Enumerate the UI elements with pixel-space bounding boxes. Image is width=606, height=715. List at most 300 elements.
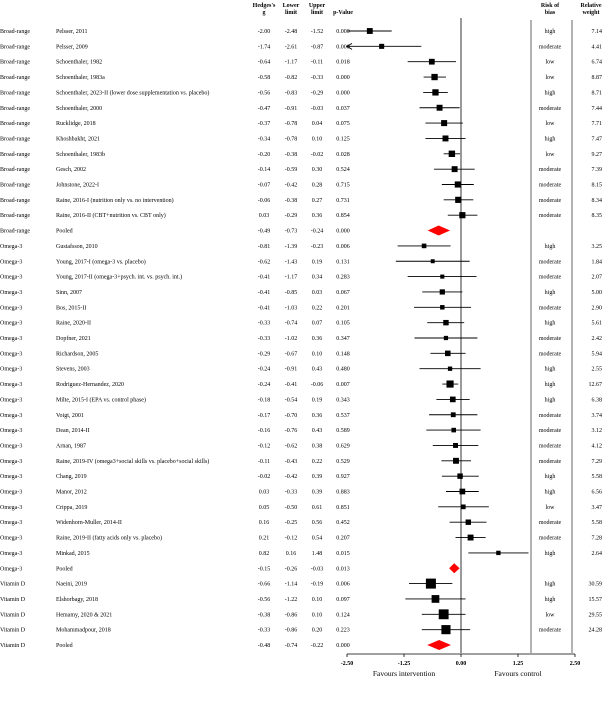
hedges-g-value: -0.33 <box>257 320 271 327</box>
relative-weight-value: 4.12 <box>591 443 602 450</box>
relative-weight-value: 3.74 <box>591 412 602 419</box>
x-tick-label: 0.00 <box>455 661 467 667</box>
study-row <box>0 595 602 603</box>
study-label: Pooled <box>56 566 73 573</box>
study-label: Schoenthaler, 1983a <box>56 75 105 82</box>
lower-limit-value: -0.26 <box>284 566 298 573</box>
study-label: Raine, 2020-II <box>56 320 91 327</box>
point-estimate-marker <box>431 259 435 263</box>
lower-limit-value: -0.42 <box>284 474 298 481</box>
group-label: Broad-range <box>0 90 30 97</box>
lower-limit-value: -0.73 <box>284 228 298 235</box>
point-estimate-marker <box>466 519 471 524</box>
point-estimate-marker <box>367 28 373 34</box>
upper-limit-value: 0.43 <box>311 366 323 373</box>
point-estimate-marker <box>431 74 437 80</box>
risk-of-bias-value: moderate <box>538 351 562 358</box>
relative-weight-value: 7.71 <box>591 121 602 128</box>
study-label: Crippa, 2019 <box>56 504 88 511</box>
group-label: Omega-3 <box>0 320 23 327</box>
relative-weight-value: 6.56 <box>591 489 602 496</box>
relative-weight-value: 3.25 <box>591 243 602 250</box>
study-label: Stevens, 2003 <box>56 366 90 373</box>
risk-of-bias-value: moderate <box>538 197 562 204</box>
hedges-g-value: -0.64 <box>257 59 271 66</box>
relative-weight-value: 5.58 <box>591 520 602 527</box>
risk-of-bias-value: moderate <box>538 167 562 174</box>
hedges-g-value: 0.03 <box>258 489 270 496</box>
hedges-g-value: -0.49 <box>257 228 271 235</box>
hedges-g-value: -0.14 <box>257 167 271 174</box>
study-label: Rucklidge, 2018 <box>56 121 96 128</box>
upper-limit-value: 0.10 <box>311 351 323 358</box>
pooled-row <box>0 563 460 573</box>
lower-limit-value: -0.41 <box>284 382 298 389</box>
study-row <box>0 258 602 265</box>
risk-of-bias-value: high <box>544 289 556 296</box>
hedges-g-value: -0.12 <box>257 443 271 450</box>
relative-weight-value: 7.44 <box>591 105 602 112</box>
p-value: 0.223 <box>336 627 350 634</box>
pooled-diamond <box>427 640 451 650</box>
column-headers <box>253 3 602 16</box>
hedges-g-value: -0.37 <box>257 121 271 128</box>
lower-limit-value: -1.17 <box>284 59 298 66</box>
study-label: Manor, 2012 <box>56 489 87 496</box>
risk-of-bias-value: moderate <box>538 182 562 189</box>
study-label: Sinn, 2007 <box>56 289 83 296</box>
hedges-g-value: -0.48 <box>257 643 271 649</box>
relative-weight-value: 8.71 <box>591 90 602 97</box>
study-row <box>0 335 602 342</box>
lower-limit-value: -1.03 <box>284 305 298 312</box>
header-upper-line1: Upper <box>308 3 326 9</box>
relative-weight-value: 7.29 <box>591 458 602 465</box>
pooled-diamond <box>449 563 459 573</box>
p-value: 0.000 <box>336 44 350 51</box>
lower-limit-value: -1.39 <box>284 243 298 250</box>
point-estimate-marker <box>437 105 443 111</box>
upper-limit-value: 0.20 <box>311 627 323 634</box>
relative-weight-value: 2.64 <box>591 550 602 557</box>
risk-of-bias-value: low <box>545 504 555 511</box>
lower-limit-value: -2.48 <box>284 29 298 35</box>
relative-weight-value: 8.87 <box>591 75 602 82</box>
study-row <box>0 473 602 480</box>
header-weight-line2: weight <box>582 10 600 16</box>
group-label: Omega-3 <box>0 458 23 465</box>
lower-limit-value: -0.43 <box>284 458 298 465</box>
p-value: 0.283 <box>336 274 350 281</box>
study-row <box>0 579 602 589</box>
p-value: 0.201 <box>336 305 350 312</box>
group-label: Omega-3 <box>0 566 23 573</box>
relative-weight-value: 3.47 <box>591 504 602 511</box>
p-value: 0.018 <box>336 59 350 66</box>
relative-weight-value: 4.41 <box>591 44 602 51</box>
lower-limit-value: -0.91 <box>284 105 298 112</box>
point-estimate-marker <box>432 89 438 95</box>
relative-weight-value: 5.00 <box>591 289 602 296</box>
lower-limit-value: -0.74 <box>284 320 298 327</box>
hedges-g-value: -0.81 <box>257 243 271 250</box>
point-estimate-marker <box>468 535 474 541</box>
lower-limit-value: -0.82 <box>284 75 298 82</box>
favours-intervention-label: Favours intervention <box>372 669 436 678</box>
relative-weight-value: 1.84 <box>591 259 602 266</box>
lower-limit-value: -0.78 <box>284 121 298 128</box>
hedges-g-value: -0.66 <box>257 581 271 588</box>
p-value: 0.347 <box>336 336 350 342</box>
group-label: Omega-3 <box>0 336 23 342</box>
upper-limit-value: 1.48 <box>311 550 323 557</box>
group-label: Omega-3 <box>0 489 23 496</box>
study-label: Raine, 2019-IV (omega3+social skills vs. placebo+social skills) <box>56 458 210 465</box>
study-label: Minkad, 2015 <box>56 550 90 557</box>
point-estimate-marker <box>440 305 444 309</box>
study-row <box>0 89 602 96</box>
study-row <box>0 212 602 219</box>
group-label: Broad-range <box>0 121 30 128</box>
hedges-g-value: -2.00 <box>257 29 271 35</box>
point-estimate-marker <box>440 275 444 279</box>
p-value: 0.007 <box>336 382 350 389</box>
upper-limit-value: 0.38 <box>311 443 323 450</box>
upper-limit-value: -0.33 <box>310 75 324 82</box>
lower-limit-value: -0.62 <box>284 443 298 450</box>
study-row <box>0 243 602 250</box>
point-estimate-marker <box>426 579 436 589</box>
upper-limit-value: 0.07 <box>311 320 323 327</box>
lower-limit-value: -0.86 <box>284 612 298 619</box>
hedges-g-value: -0.07 <box>257 182 271 189</box>
lower-limit-value: -0.76 <box>284 428 298 435</box>
upper-limit-value: 0.54 <box>311 535 323 542</box>
study-row <box>0 289 602 296</box>
relative-weight-value: 29.55 <box>588 612 602 619</box>
point-estimate-marker <box>457 473 462 478</box>
relative-weight-value: 12.67 <box>588 382 602 389</box>
upper-limit-value: -0.03 <box>310 566 324 573</box>
x-tick-label: 1.25 <box>512 661 524 667</box>
group-label: Omega-3 <box>0 504 23 511</box>
p-value: 0.524 <box>336 167 350 174</box>
point-estimate-marker <box>446 380 453 387</box>
upper-limit-value: 0.36 <box>311 336 323 342</box>
study-label: Mohammadpour, 2018 <box>56 627 111 634</box>
upper-limit-value: 0.22 <box>311 305 323 312</box>
point-estimate-marker <box>441 120 447 126</box>
header-lower-line2: limit <box>285 10 297 16</box>
group-label: Broad-range <box>0 44 30 51</box>
upper-limit-value: -0.11 <box>310 59 324 66</box>
relative-weight-value: 2.55 <box>591 366 602 373</box>
study-row <box>0 489 602 496</box>
pooled-row <box>0 640 451 650</box>
lower-limit-value: -1.22 <box>284 596 298 603</box>
pooled-row <box>0 226 450 236</box>
p-value: 0.851 <box>336 504 350 511</box>
group-label: Vitamin D <box>0 627 26 634</box>
group-label: Omega-3 <box>0 474 23 481</box>
point-estimate-marker <box>429 59 435 65</box>
p-value: 0.013 <box>336 566 350 573</box>
upper-limit-value: -0.87 <box>310 44 324 51</box>
group-label: Omega-3 <box>0 443 23 450</box>
study-label: Hemamy, 2020 & 2021 <box>56 612 113 619</box>
hedges-g-value: -0.17 <box>257 412 271 419</box>
point-estimate-marker <box>461 505 466 510</box>
hedges-g-value: -0.15 <box>257 566 271 573</box>
relative-weight-value: 15.57 <box>588 596 602 603</box>
lower-limit-value: -1.14 <box>284 581 298 588</box>
p-value: 0.343 <box>336 397 350 404</box>
group-label: Omega-3 <box>0 274 23 281</box>
group-label: Broad-range <box>0 182 30 189</box>
p-value: 0.731 <box>336 197 350 204</box>
group-label: Omega-3 <box>0 366 23 373</box>
p-value: 0.037 <box>336 105 350 112</box>
upper-limit-value: 0.10 <box>311 612 323 619</box>
risk-of-bias-value: moderate <box>538 213 562 220</box>
risk-of-bias-value: moderate <box>538 259 562 266</box>
group-label: Omega-3 <box>0 259 23 266</box>
risk-of-bias-value: high <box>544 581 556 588</box>
lower-limit-value: -1.02 <box>284 336 298 342</box>
hedges-g-value: -0.24 <box>257 382 271 389</box>
p-value: 0.067 <box>336 289 350 296</box>
point-estimate-marker <box>443 135 449 141</box>
upper-limit-value: -1.52 <box>310 29 324 35</box>
study-label: Arnan, 1987 <box>56 443 86 450</box>
point-estimate-marker <box>449 151 455 157</box>
study-row <box>0 197 602 204</box>
hedges-g-value: -0.56 <box>257 596 271 603</box>
upper-limit-value: 0.19 <box>311 397 323 404</box>
p-value: 0.097 <box>336 596 350 603</box>
upper-limit-value: 0.36 <box>311 412 323 419</box>
point-estimate-marker <box>439 609 449 619</box>
upper-limit-value: -0.06 <box>310 382 324 389</box>
risk-of-bias-value: high <box>544 489 556 496</box>
risk-of-bias-value: high <box>544 243 556 250</box>
relative-weight-value: 5.58 <box>591 474 602 481</box>
lower-limit-value: -0.74 <box>284 643 298 649</box>
hedges-g-value: -0.41 <box>257 274 271 281</box>
point-estimate-marker <box>441 625 450 634</box>
p-value: 0.207 <box>336 535 350 542</box>
study-label: Schoenthaler, 1982 <box>56 59 103 66</box>
study-row <box>0 519 602 526</box>
study-label: Khoshbakht, 2021 <box>56 136 100 143</box>
group-label: Vitamin D <box>0 581 26 588</box>
lower-limit-value: -0.59 <box>284 167 298 174</box>
p-value: 0.000 <box>336 75 350 82</box>
study-row <box>0 305 602 311</box>
study-row <box>0 28 602 35</box>
risk-of-bias-value: high <box>544 29 556 35</box>
study-label: Chang, 2019 <box>56 474 87 481</box>
p-value: 0.452 <box>336 520 350 527</box>
point-estimate-marker <box>445 351 451 357</box>
p-value: 0.125 <box>336 136 350 143</box>
point-estimate-marker <box>496 551 500 555</box>
risk-of-bias-value: moderate <box>538 336 562 342</box>
header-g-line1: Hedges's <box>252 3 276 9</box>
group-label: Omega-3 <box>0 382 23 389</box>
risk-of-bias-value: low <box>545 612 555 619</box>
relative-weight-value: 5.94 <box>591 351 602 358</box>
p-value: 0.075 <box>336 121 350 128</box>
study-row <box>0 274 602 281</box>
hedges-g-value: -0.16 <box>257 428 271 435</box>
relative-weight-value: 3.12 <box>591 428 602 435</box>
point-estimate-marker <box>455 197 461 203</box>
header-upper-line2: limit <box>311 10 323 16</box>
study-label: Schoenthaler, 2023-II (lower dose supplementation vs. placebo) <box>56 90 210 97</box>
study-label: Raine, 2016-I (nutrition only vs. no intervention) <box>56 197 174 204</box>
group-label: Broad-range <box>0 29 30 35</box>
lower-limit-value: -0.70 <box>284 412 298 419</box>
p-value: 0.000 <box>336 228 350 235</box>
group-label: Omega-3 <box>0 351 23 358</box>
study-row <box>0 380 602 388</box>
p-value: 0.480 <box>336 366 350 373</box>
risk-of-bias-value: high <box>544 382 556 389</box>
study-label: Young, 2017-I (omega-3 vs. placebo) <box>56 259 146 266</box>
group-label: Omega-3 <box>0 412 23 419</box>
p-value: 0.006 <box>336 243 350 250</box>
hedges-g-value: 0.16 <box>258 520 270 527</box>
study-label: Pelsser, 2011 <box>56 29 88 35</box>
group-label: Broad-range <box>0 105 30 112</box>
study-row <box>0 43 602 50</box>
study-row <box>0 120 602 127</box>
group-label: Broad-range <box>0 151 30 158</box>
upper-limit-value: 0.22 <box>311 458 323 465</box>
study-row <box>0 320 602 327</box>
hedges-g-value: -0.29 <box>257 351 271 358</box>
lower-limit-value: -0.29 <box>284 213 298 220</box>
study-label: Voigt, 2001 <box>56 412 84 419</box>
study-row <box>0 59 602 66</box>
study-label: Schoenthaler, 1983b <box>56 151 106 158</box>
risk-of-bias-value: low <box>545 151 555 158</box>
hedges-g-value: -1.74 <box>257 44 271 51</box>
p-value: 0.000 <box>336 643 350 649</box>
lower-limit-value: 0.16 <box>285 550 297 557</box>
upper-limit-value: 0.10 <box>311 136 323 143</box>
risk-of-bias-value: low <box>545 59 555 66</box>
group-label: Omega-3 <box>0 550 23 557</box>
point-estimate-marker <box>448 367 452 371</box>
relative-weight-value: 5.61 <box>591 320 602 327</box>
point-estimate-marker <box>455 181 461 187</box>
group-label: Broad-range <box>0 197 30 204</box>
risk-of-bias-value: high <box>544 397 556 404</box>
risk-of-bias-value: moderate <box>538 443 562 450</box>
study-label: Naeini, 2019 <box>56 581 87 588</box>
group-label: Omega-3 <box>0 305 23 312</box>
risk-of-bias-value: high <box>544 366 556 373</box>
relative-weight-value: 8.35 <box>591 213 602 220</box>
lower-limit-value: -0.12 <box>284 535 298 542</box>
point-estimate-marker <box>450 397 456 403</box>
lower-limit-value: -0.33 <box>284 489 298 496</box>
point-estimate-marker <box>422 244 427 249</box>
relative-weight-value: 7.39 <box>591 167 602 174</box>
p-value: 0.883 <box>336 489 350 496</box>
study-label: Gesch, 2002 <box>56 167 86 174</box>
upper-limit-value: 0.39 <box>311 489 323 496</box>
p-value: 0.000 <box>336 29 350 35</box>
x-tick-label: 2.50 <box>569 661 581 667</box>
study-label: Raine, 2019-II (fatty acids only vs. placebo) <box>56 535 162 542</box>
p-value: 0.927 <box>336 474 350 481</box>
relative-weight-value: 2.90 <box>591 305 602 312</box>
relative-weight-value: 24.28 <box>588 627 602 634</box>
lower-limit-value: -0.85 <box>284 289 298 296</box>
study-row <box>0 166 602 173</box>
lower-limit-value: -0.54 <box>284 397 298 404</box>
relative-weight-value: 30.59 <box>588 581 602 588</box>
upper-limit-value: -0.19 <box>310 581 324 588</box>
study-row <box>0 551 602 557</box>
study-row <box>0 609 602 619</box>
lower-limit-value: -0.91 <box>284 366 298 373</box>
hedges-g-value: 0.05 <box>258 504 270 511</box>
x-axis <box>341 654 581 678</box>
p-value: 0.629 <box>336 443 350 450</box>
relative-weight-value: 6.74 <box>591 59 602 66</box>
study-row <box>0 396 602 403</box>
lower-limit-value: -0.67 <box>284 351 298 358</box>
hedges-g-value: -0.24 <box>257 366 271 373</box>
relative-weight-value: 7.47 <box>591 136 602 143</box>
header-g-line2: g <box>262 10 266 16</box>
relative-weight-value: 6.38 <box>591 397 602 404</box>
p-value: 0.148 <box>336 351 350 358</box>
header-rob-line2: bias <box>544 10 556 16</box>
group-label: Broad-range <box>0 213 30 220</box>
hedges-g-value: -0.41 <box>257 305 271 312</box>
upper-limit-value: 0.39 <box>311 474 323 481</box>
lower-limit-value: -0.86 <box>284 627 298 634</box>
point-estimate-marker <box>452 166 458 172</box>
risk-of-bias-value: low <box>545 75 555 82</box>
risk-of-bias-value: moderate <box>538 274 562 281</box>
study-rows <box>0 18 602 653</box>
group-label: Omega-3 <box>0 535 23 542</box>
study-row <box>0 105 602 112</box>
study-row <box>0 535 602 542</box>
study-label: Pooled <box>56 228 73 235</box>
study-label: Elshorbagy, 2018 <box>56 596 98 603</box>
p-value: 0.537 <box>336 412 350 419</box>
risk-of-bias-value: high <box>544 596 556 603</box>
study-row <box>0 625 602 634</box>
group-label: Omega-3 <box>0 428 23 435</box>
study-row <box>0 505 602 511</box>
relative-weight-value: 8.15 <box>591 182 602 189</box>
upper-limit-value: 0.30 <box>311 167 323 174</box>
upper-limit-value: -0.03 <box>310 105 324 112</box>
study-label: Gustafsson, 2010 <box>56 243 98 250</box>
hedges-g-value: 0.82 <box>258 550 270 557</box>
header-lower-line1: Lower <box>282 3 300 9</box>
relative-weight-value: 9.27 <box>591 151 602 158</box>
point-estimate-marker <box>444 336 448 340</box>
